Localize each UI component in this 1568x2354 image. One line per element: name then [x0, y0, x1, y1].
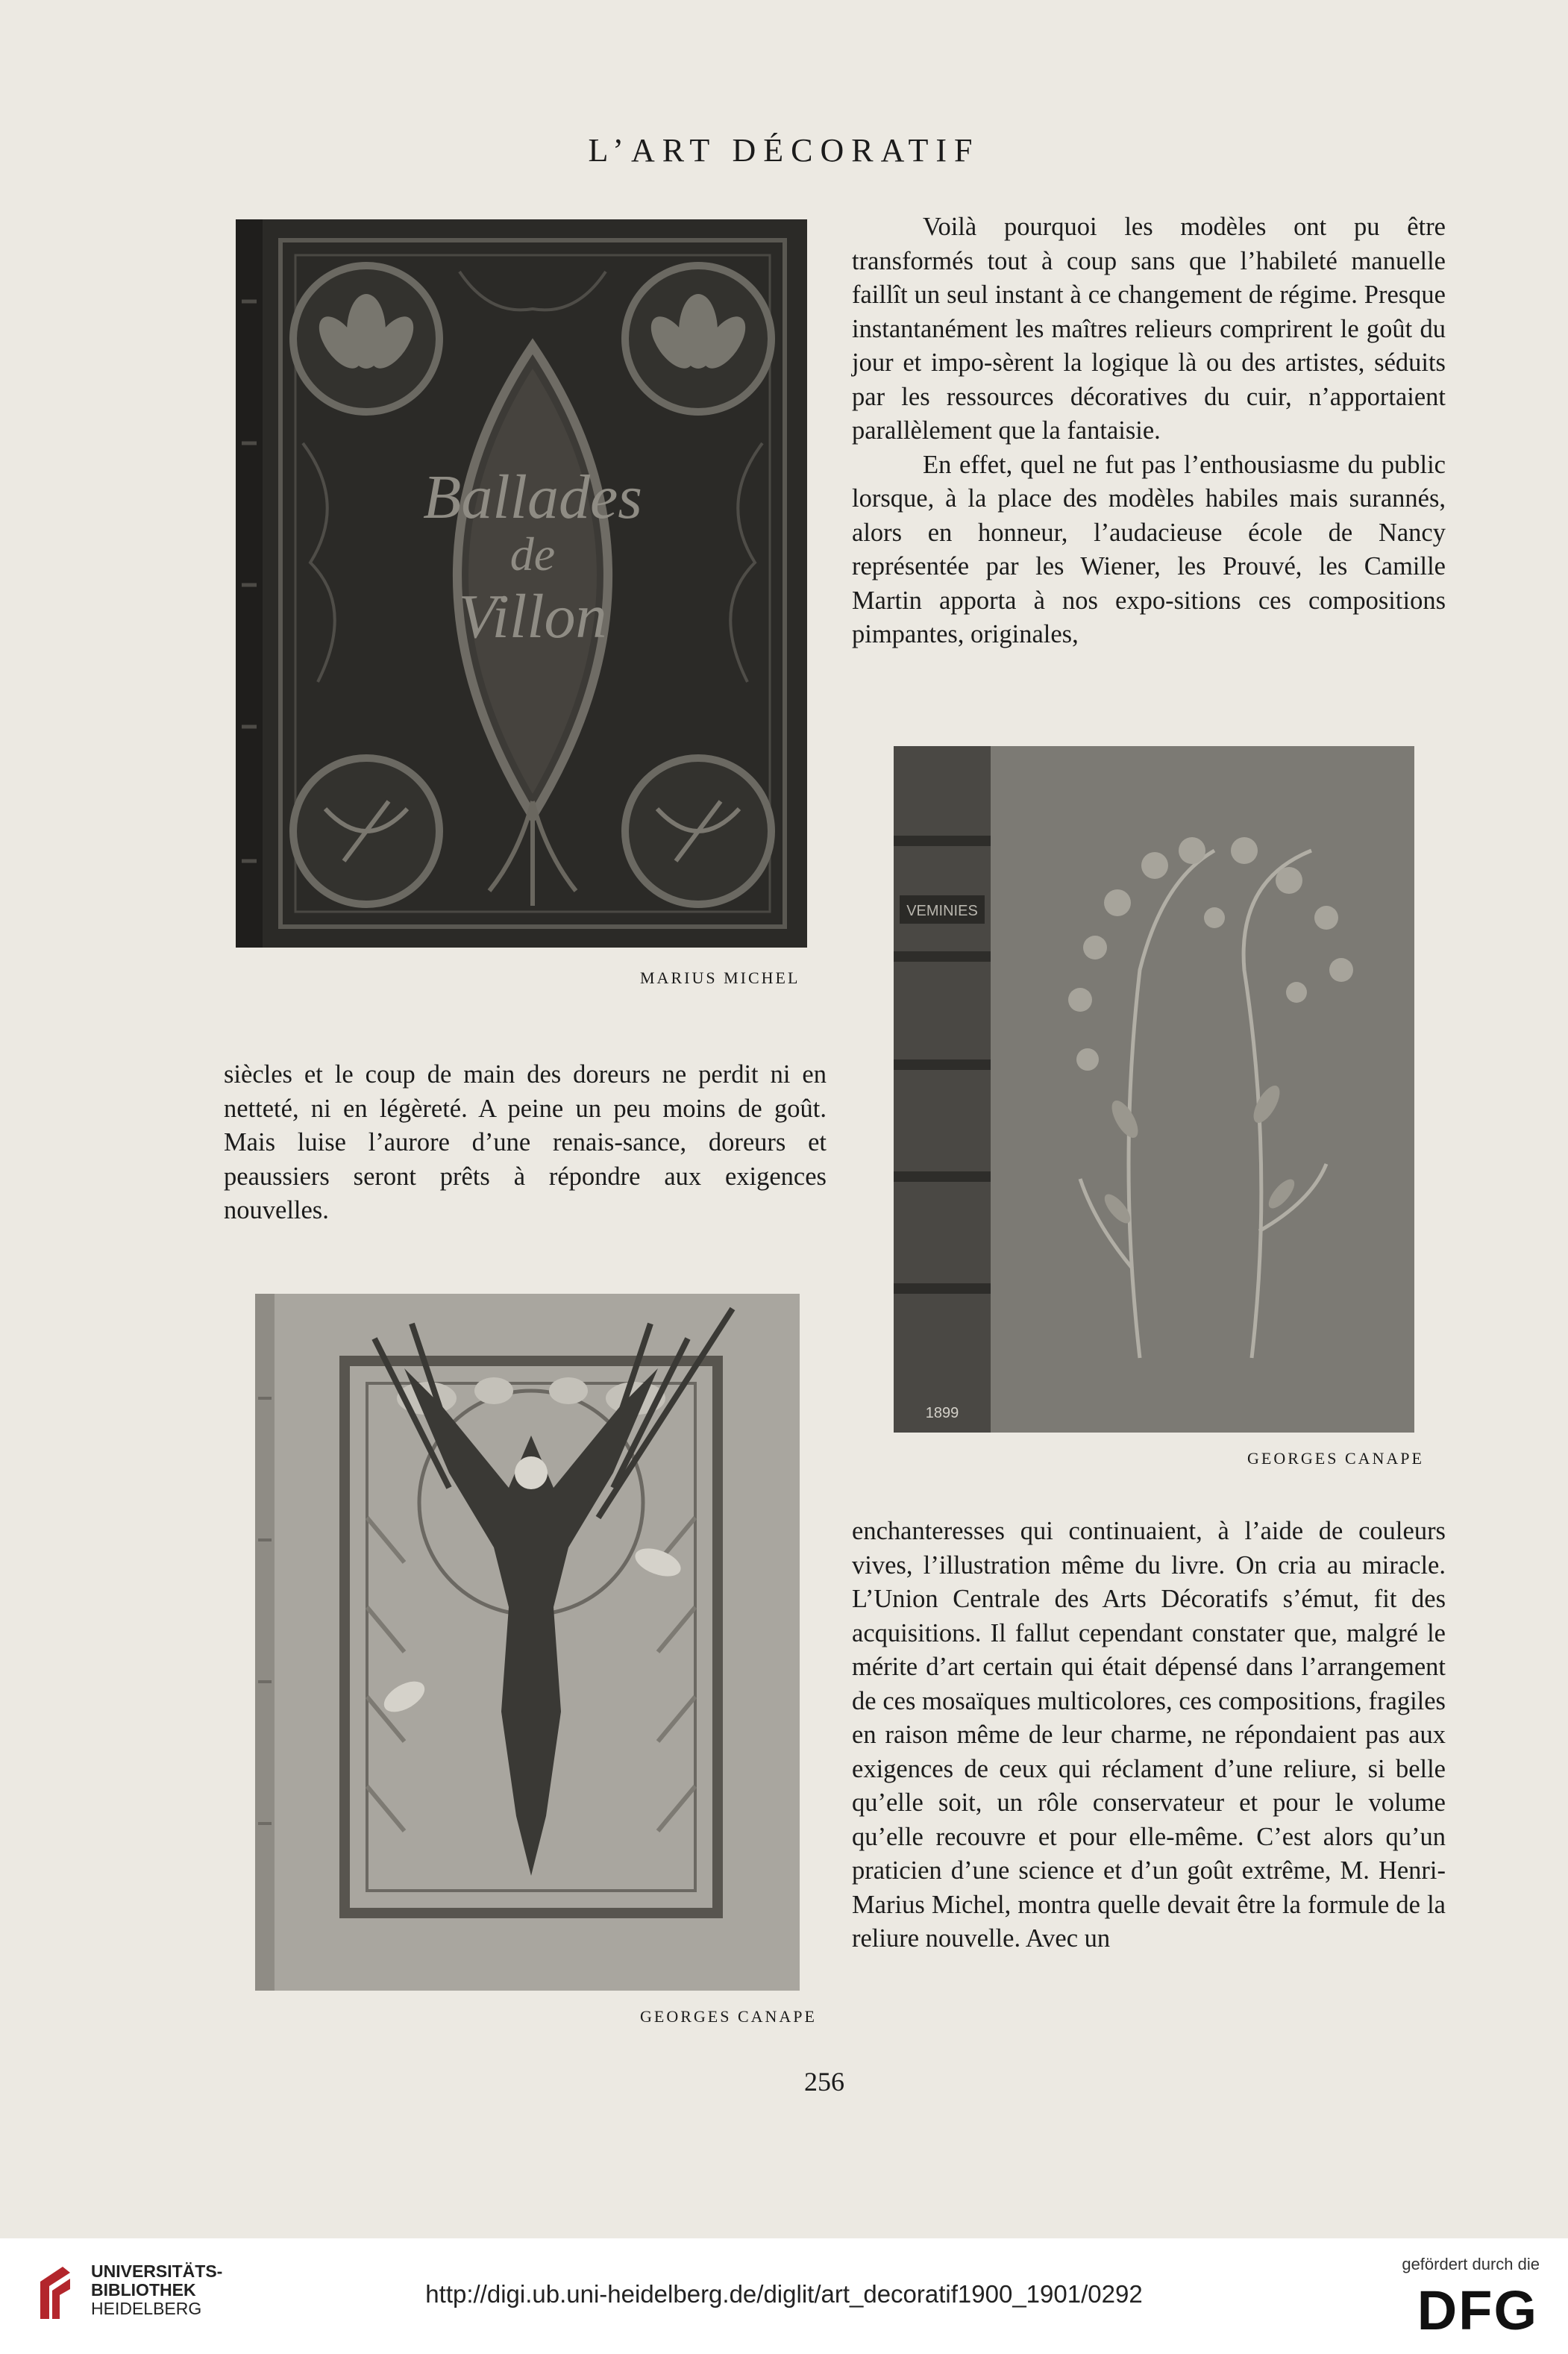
plate-georges-canape-1	[894, 746, 1414, 1433]
plate-georges-canape-2	[255, 1294, 800, 1991]
caption-georges-canape-2: GEORGES CANAPE	[640, 2007, 817, 2026]
cover-title-line3: Villon	[458, 582, 607, 651]
page-number: 256	[804, 2067, 844, 2097]
dfg-logo: DFG	[1417, 2279, 1538, 2341]
permalink-url[interactable]: http://digi.ub.uni-heidelberg.de/diglit/art_decoratif1900_1901/0292	[425, 2280, 1143, 2308]
library-name-line1: UNIVERSITÄTS-	[91, 2261, 223, 2281]
digitization-footer	[0, 2238, 1568, 2354]
funder-note: gefördert durch die	[1402, 2255, 1540, 2273]
cover-title-line2: de	[509, 528, 556, 580]
book-cover-eagle-image	[255, 1294, 800, 1991]
cover-title-line1: Ballades	[423, 463, 642, 532]
caption-georges-canape-1: GEORGES CANAPE	[1247, 1449, 1424, 1468]
paragraph: Voilà pourquoi les modèles ont pu être transformés tout à coup sans que l’habileté manuelle faillît un seul instant à ce changement de régime. Presque instantanément les maîtres relieurs comprirent le goût du jour et impo-sèrent la logique là ou des artistes, séduits par les ressources décoratives du cuir, n’apportaient parallèlement que la fantaisie.	[852, 213, 1446, 445]
running-head: L’ART DÉCORATIF	[588, 132, 980, 169]
library-name-line2: BIBLIOTHEK	[91, 2280, 196, 2300]
library-name-line3: HEIDELBERG	[91, 2299, 202, 2318]
paragraph: enchanteresses qui continuaient, à l’aide de couleurs vives, l’illustration même du livre. On cria au miracle. L’Union Centrale des Arts Décoratifs s’émut, fit des acquisitions. Il fallut cependant constater que, malgré le mérite d’art certain qui était dépensé dans l’arrangement de ces mosaïques multicolores, ces compositions, fragiles en raison même de leur charme, ne répondaient pas aux exigences de ceux qui réclament d’une reliure, si belle qu’elle soit, un rôle conservateur et pour le volume qu’elle recouvre et pour elle-même. C’est alors qu’un praticien d’une science et d’un goût extrême, M. Henri-Marius Michel, montra quelle devait être la formule de la reliure nouvelle. Avec un	[852, 1517, 1446, 1953]
spine-label: VEMINIES	[906, 903, 978, 919]
paragraph: siècles et le coup de main des doreurs ne perdit ni en netteté, ni en légèreté. A peine un peu moins de goût. Mais luise l’aurore d’une renais-sance, doreurs et peaussiers seront prêts à répondre aux exigences nouvelles.	[224, 1060, 827, 1224]
text-column-right-bottom	[852, 1515, 1446, 1956]
book-cover-villon-image	[236, 219, 807, 948]
plate-marius-michel	[236, 219, 807, 948]
spine-date: 1899	[925, 1405, 959, 1421]
book-spine-cover-image	[894, 746, 1414, 1433]
caption-marius-michel: MARIUS MICHEL	[640, 968, 800, 987]
paragraph: En effet, quel ne fut pas l’enthousiasme du public lorsque, à la place des modèles habiles mais surannés, alors en honneur, l’audacieuse école de Nancy représentée par les Wiener, les Prouvé, les Camille Martin apporta à nos expo-sitions ces compositions pimpantes, originales,	[852, 450, 1446, 648]
text-column-left-middle	[224, 1058, 827, 1228]
text-column-right-top	[852, 210, 1446, 652]
